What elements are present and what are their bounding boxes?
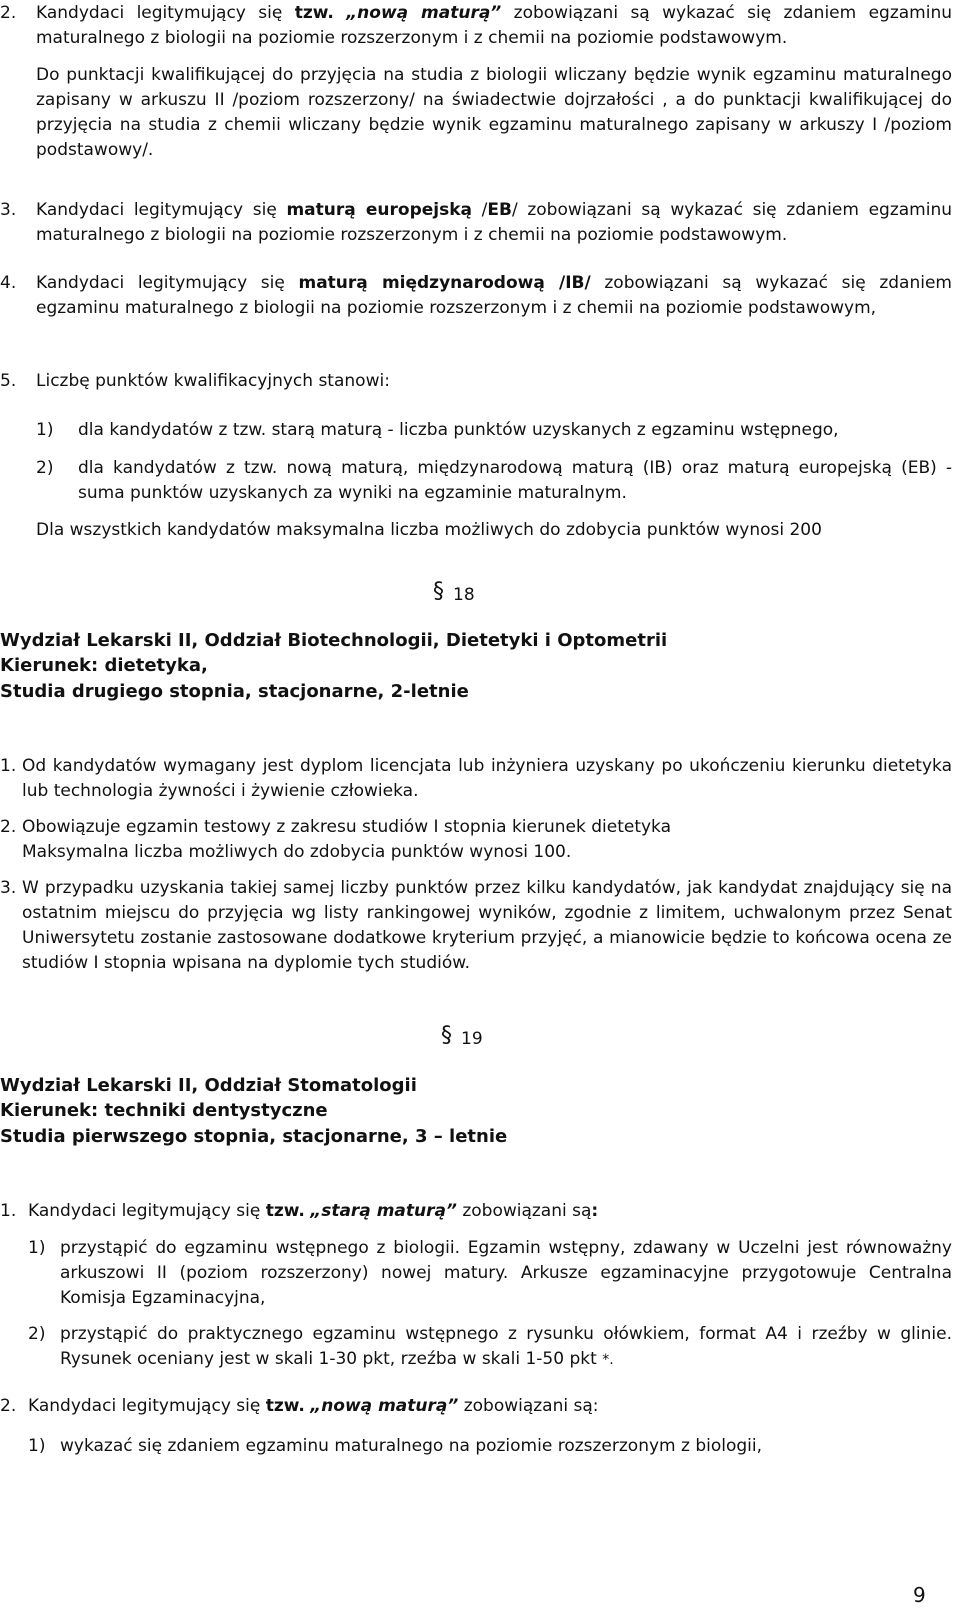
section-sign-icon xyxy=(441,1021,455,1047)
document-page: 2. Kandydaci legitymujący się tzw. „nową maturą” zobowiązani są wykazać się zdaniem egzaminu maturalnego z biologii na poziomie rozszerzonym i z chemii na poziomie podstawowym. Do punktacji kwalifikującej do przyjęcia na studia z biologii wliczany będzie wynik egzaminu maturalnego zapisany w arkuszu II /poziom rozszerzony/ na świadectwie dojrzałości , a do punktacji kwalifikującej do przyjęcia na studia z chemii wliczany będzie wynik egzaminu maturalnego zapisany w arkuszy I /poziom podstawowy/. 3. Kandydaci legitymujący się maturą europejską /EB/ zobowiązani są wykazać się zdaniem egzaminu maturalnego z biologii na poziomie rozszerzonym i z chemii na poziomie podstawowym. 4. Kandydaci legitymujący się maturą międzynarodową /IB/ zobowiązani są wykazać się zdaniem egzaminu maturalnego z biologii na poziomie rozszerzonym i z chemii na poziomie podstawowym, 5. Liczbę punktów kwalifikacyjnych stanowi: 1) dla kandydatów z tzw. starą maturą - liczba punktów uzyskanych z egzaminu wstępnego, 2) dla kandydatów z tzw. nową maturą, międzynarodową maturą (IB) oraz maturą europejską (EB) - suma punktów uzyskanych za wyniki na egzaminie maturalnym. Dla wszystkich kandydatów maksymalna liczba możliwych do zdobycia punktów wynosi 200 § 18 Wydział Lekarski II, Oddział Biotechnologii, Dietetyki i Optometrii Kierunek: dietetyka, Studia drugiego stopnia, stacjonarne, 2-letnie 1. Od kandydatów wymagany jest dyplom licencjata lub inżyniera uzyskany po ukończeniu kierunku dietetyka lub technologia żywności i żywienie człowieka. 2. Obowiązuje egzamin testowy z zakresu studiów I stopnia kierunek dietetyka Maksymalna liczba możliwych do zdobycia punktów wynosi 100. 3. W przypadku uzyskania takiej samej liczby punktów przez kilku kandydatów, jak kandydat znajdujący się na ostatnim miejscu do przyjęcia wg listy rankingowej wyników, zgodnie z limitem, uchwalonym przez Senat Uniwersytetu zostanie zastosowane dodatkowe kryterium przyjęć, a mianowicie będzie to końcowa ocena ze studiów I stopnia wpisana na dyplomie tych studiów. § 19 Wydział Lekarski II, Oddział Stomatologii Kierunek: techniki dentystyczne Studia pierwszego stopnia, stacjonarne, 3 – letnie 1. Kandydaci legitymujący się tzw. „starą maturą” zobowiązani są: 1) przystąpić do egzaminu wstępnego z biologii. Egzamin wstępny, zdawany w Uczelni jest równoważny arkuszowi II (poziom rozszerzony) nowej matury. Arkusze egzaminacyjne przygotowuje Centralna Komisja Egzaminacyjna, 2) przystąpić do praktycznego egzaminu wstępnego z rysunku ołówkiem, format A4 i rzeźby w glinie. Rysunek oceniany jest w skali 1-30 pkt, rzeźba w skali 1-50 pkt *. 2. Kandydaci legitymujący się tzw. „nową maturą” zobowiązani są: 1) wykazać się zdaniem egzaminu maturalnego na poziomie rozszerzonym z biologii, 9 xyxy=(0,3,953,1607)
item-number: 5. xyxy=(0,371,17,391)
paragraph-2-points: Do punktacji kwalifikującej do przyjęcia na studia z biologii wliczany będzie wynik egzaminu maturalnego zapisany w arkuszu II /poziom rozszerzony/ na świadectwie dojrzałości , a do punktacji kwalifikującej do przyjęcia na studia z chemii wliczany będzie wynik egzaminu maturalnego zapisany w arkuszy I /poziom podstawowy/. xyxy=(36,65,952,160)
paragraph-4: 4. Kandydaci legitymujący się maturą międzynarodową /IB/ zobowiązani są wykazać się zdaniem egzaminu maturalnego z biologii na poziomie rozszerzonym i z chemii na poziomie podstawowym, xyxy=(0,273,952,318)
section-number: 19 xyxy=(461,1029,483,1049)
section-sign-icon xyxy=(433,577,447,603)
field-heading: Kierunek: dietetyka, xyxy=(0,655,208,676)
list-item: 1) dla kandydatów z tzw. starą maturą - liczba punktów uzyskanych z egzaminu wstępnego, xyxy=(36,420,839,440)
list-item: 2) przystąpić do praktycznego egzaminu wstępnego z rysunku ołówkiem, format A4 i rzeźby w glinie. Rysunek oceniany jest w skali 1-30 pkt, rzeźba w skali 1-50 pkt *. xyxy=(28,1324,952,1369)
paragraph-2: 2. Obowiązuje egzamin testowy z zakresu studiów I stopnia kierunek dietetyka Maksymalna liczba możliwych do zdobycia punktów wynosi 100. xyxy=(0,817,672,862)
faculty-heading: Wydział Lekarski II, Oddział Biotechnologii, Dietetyki i Optometrii xyxy=(0,630,668,651)
study-mode-heading: Studia drugiego stopnia, stacjonarne, 2-letnie xyxy=(0,681,469,702)
paragraph-2: 2. Kandydaci legitymujący się tzw. „nową maturą” zobowiązani są: xyxy=(0,1396,599,1416)
paragraph-1: 1. Kandydaci legitymujący się tzw. „starą maturą” zobowiązani są: xyxy=(0,1201,599,1221)
paragraph-2: 2. Kandydaci legitymujący się tzw. „nową maturą” zobowiązani są wykazać się zdaniem egzaminu maturalnego z biologii na poziomie rozszerzonym i z chemii na poziomie podstawowym. xyxy=(0,3,953,48)
field-heading: Kierunek: techniki dentystyczne xyxy=(0,1100,328,1121)
section-number: 18 xyxy=(453,585,475,605)
item-number: 2. xyxy=(0,3,17,23)
max-points-note: Dla wszystkich kandydatów maksymalna liczba możliwych do zdobycia punktów wynosi 200 xyxy=(36,520,822,540)
item-number: 3. xyxy=(0,200,17,220)
list-item: 1) przystąpić do egzaminu wstępnego z biologii. Egzamin wstępny, zdawany w Uczelni jest równoważny arkuszowi II (poziom rozszerzony) nowej matury. Arkusze egzaminacyjne przygotowuje Centralna Komisja Egzaminacyjna, xyxy=(28,1238,952,1308)
paragraph-3: 3. Kandydaci legitymujący się maturą europejską /EB/ zobowiązani są wykazać się zdaniem egzaminu maturalnego z biologii na poziomie rozszerzonym i z chemii na poziomie podstawowym. xyxy=(0,200,952,245)
svg-text:§: § xyxy=(433,579,444,603)
list-item: 1) wykazać się zdaniem egzaminu maturalnego na poziomie rozszerzonym z biologii, xyxy=(28,1436,762,1456)
paragraph-3: 3. W przypadku uzyskania takiej samej liczby punktów przez kilku kandydatów, jak kandydat znajdujący się na ostatnim miejscu do przyjęcia wg listy rankingowej wyników, zgodnie z limitem, uchwalonym przez Senat Uniwersytetu zostanie zastosowane dodatkowe kryterium przyjęć, a mianowicie będzie to końcowa ocena ze studiów I stopnia wpisana na dyplomie tych studiów. xyxy=(0,878,952,973)
footnote-marker: *. xyxy=(602,1352,614,1368)
list-item: 2) dla kandydatów z tzw. nową maturą, międzynarodową maturą (IB) oraz maturą europejską (EB) - suma punktów uzyskanych za wyniki na egzaminie maturalnym. xyxy=(36,458,952,503)
page-number: 9 xyxy=(913,1583,926,1607)
svg-text:§: § xyxy=(441,1023,452,1047)
paragraph-1: 1. Od kandydatów wymagany jest dyplom licencjata lub inżyniera uzyskany po ukończeniu kierunku dietetyka lub technologia żywności i żywienie człowieka. xyxy=(0,756,952,801)
item-number: 4. xyxy=(0,273,17,293)
faculty-heading: Wydział Lekarski II, Oddział Stomatologii xyxy=(0,1075,417,1096)
study-mode-heading: Studia pierwszego stopnia, stacjonarne, 3 – letnie xyxy=(0,1126,508,1147)
